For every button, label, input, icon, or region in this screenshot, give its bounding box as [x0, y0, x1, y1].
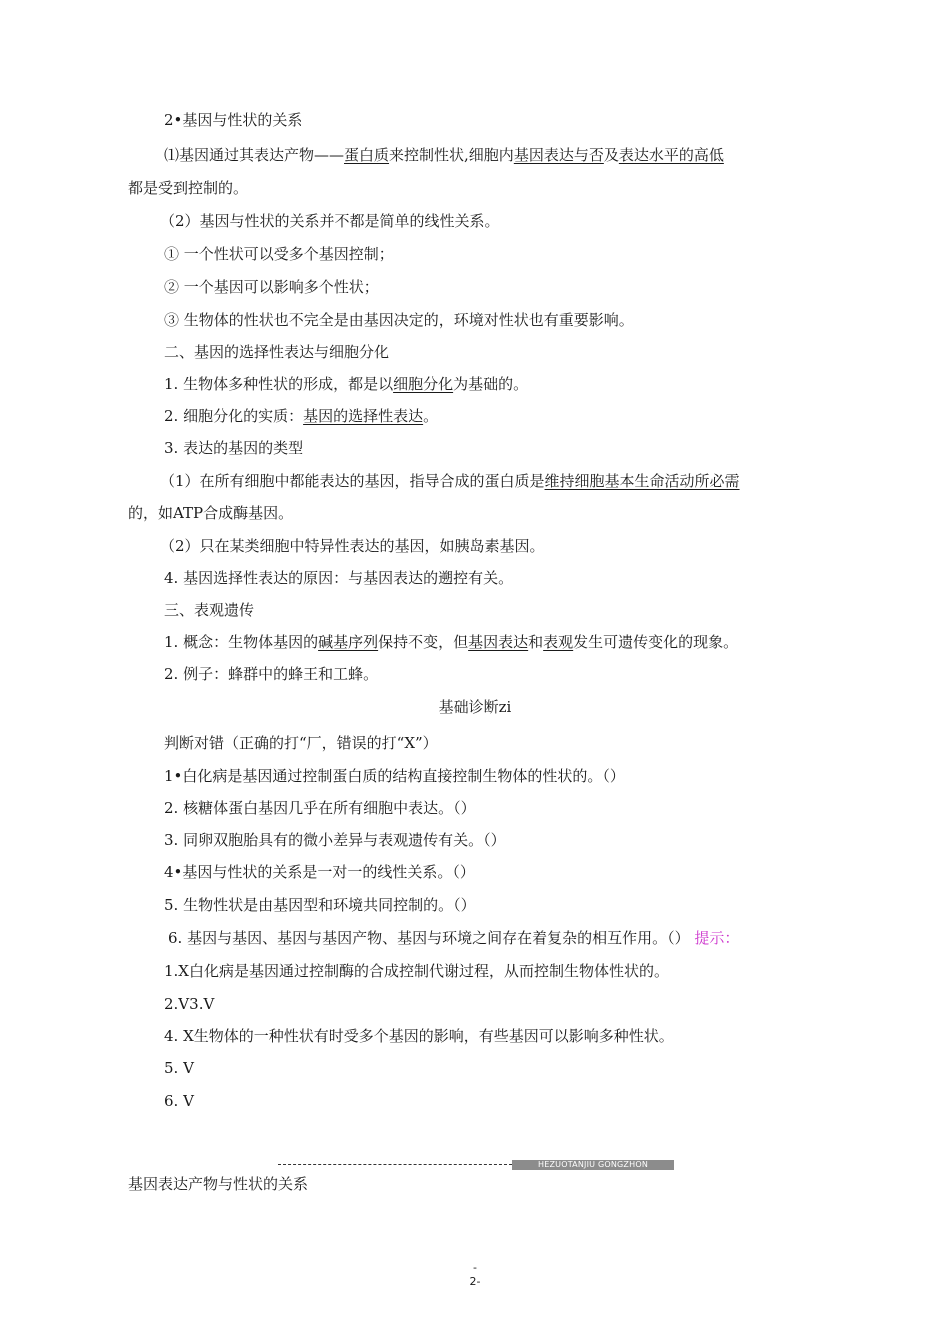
underlined-term: 蛋白质 — [344, 146, 390, 164]
underlined-term: 表观 — [543, 633, 574, 651]
hint-label: 提示： — [694, 929, 740, 947]
concept-line: 1. 概念：生物体基因的碱基序列保持不变，但基因表达和表观发生可遗传变化的现象。 — [164, 633, 739, 651]
section-title-gene-trait: 2•基因与性状的关系 — [164, 111, 303, 129]
example-line: 2. 例子：蜂群中的蜂王和工蜂。 — [164, 665, 379, 683]
point-4: 4. 基因选择性表达的原因：与基因表达的遡控有关。 — [164, 569, 514, 587]
point-3-2: （2）只在某类细胞中特异性表达的基因，如胰岛素基因。 — [160, 537, 545, 555]
answer-5: 5. V — [164, 1059, 194, 1077]
point-3: 3. 表达的基因的类型 — [164, 439, 304, 457]
paragraph-2: （2）基因与性状的关系并不都是简单的线性关系。 — [160, 212, 500, 230]
paragraph-1-line-2: 都是受到控制的。 — [128, 179, 249, 197]
underlined-term: 基因的选择性表达 — [303, 407, 424, 425]
underlined-term: 维持细胞基本生命活动所必需 — [544, 472, 740, 490]
paragraph-1-line-1: ⑴基因通过其表达产物——蛋白质来控制性状,细胞内基因表达与否及表达水平的高低 — [164, 146, 724, 164]
quiz-item-5: 5. 生物性状是由基因型和环境共同控制的。（） — [164, 896, 476, 914]
divider-banner: HEZUOTANJIU GONGZHON — [512, 1160, 674, 1170]
section-heading-3: 三、表观遗传 — [164, 601, 255, 619]
list-item-3: ③ 生物体的性状也不完全是由基因决定的，环境对性状也有重要影响。 — [164, 311, 634, 329]
quiz-item-4: 4•基因与性状的关系是一对一的线性关系。（） — [164, 863, 475, 881]
point-1: 1. 生物体多种性状的形成，都是以细胞分化为基础的。 — [164, 375, 529, 393]
point-3-1-line-2: 的，如ATP合成酶基因。 — [128, 504, 294, 522]
underlined-term: 碱基序列 — [318, 633, 379, 651]
quiz-item-6: 6. 基因与基因、基因与基因产物、基因与环境之间存在着复杂的相互作用。（） 提示： — [168, 929, 740, 947]
point-2: 2. 细胞分化的实质：基因的选择性表达。 — [164, 407, 439, 425]
section-divider — [278, 1160, 674, 1170]
list-item-2: ② 一个基因可以影响多个性状； — [164, 278, 379, 296]
quiz-item-2: 2. 核糖体蛋白基因几乎在所有细胞中表达。（） — [164, 799, 476, 817]
section-heading-2: 二、基因的选择性表达与细胞分化 — [164, 343, 390, 361]
page-number: 2- — [469, 1275, 481, 1288]
list-item-1: ① 一个性状可以受多个基因控制； — [164, 245, 394, 263]
answer-6: 6. V — [164, 1092, 194, 1110]
answer-1: 1.X白化病是基因通过控制酶的合成控制代谢过程，从而控制生物体性状的。 — [164, 962, 669, 980]
dashed-rule — [278, 1164, 512, 1165]
underlined-term: 表达水平的高低 — [618, 146, 724, 164]
quiz-item-3: 3. 同卵双胞胎具有的微小差异与表观遗传有关。（） — [164, 831, 506, 849]
page-number-dash: - — [473, 1261, 477, 1274]
section-title-products: 基因表达产物与性状的关系 — [128, 1175, 309, 1193]
underlined-term: 基因表达 — [468, 633, 529, 651]
answer-2-3: 2.V3.V — [164, 995, 215, 1013]
quiz-item-1: 1•白化病是基因通过控制蛋白质的结构直接控制生物体的性状的。（） — [164, 767, 625, 785]
quiz-instruction: 判断对错（正确的打“厂，错误的打“X”） — [164, 734, 438, 752]
underlined-term: 基因表达与否 — [513, 146, 604, 164]
answer-4: 4. X生物体的一种性状有时受多个基因的影响，有些基因可以影响多种性状。 — [164, 1027, 674, 1045]
underlined-term: 细胞分化 — [393, 375, 454, 393]
point-3-1-line-1: （1）在所有细胞中都能表达的基因，指导合成的蛋白质是维持细胞基本生命活动所必需 — [160, 472, 740, 490]
basic-diagnosis-heading: 基础诊断zi — [438, 698, 512, 716]
